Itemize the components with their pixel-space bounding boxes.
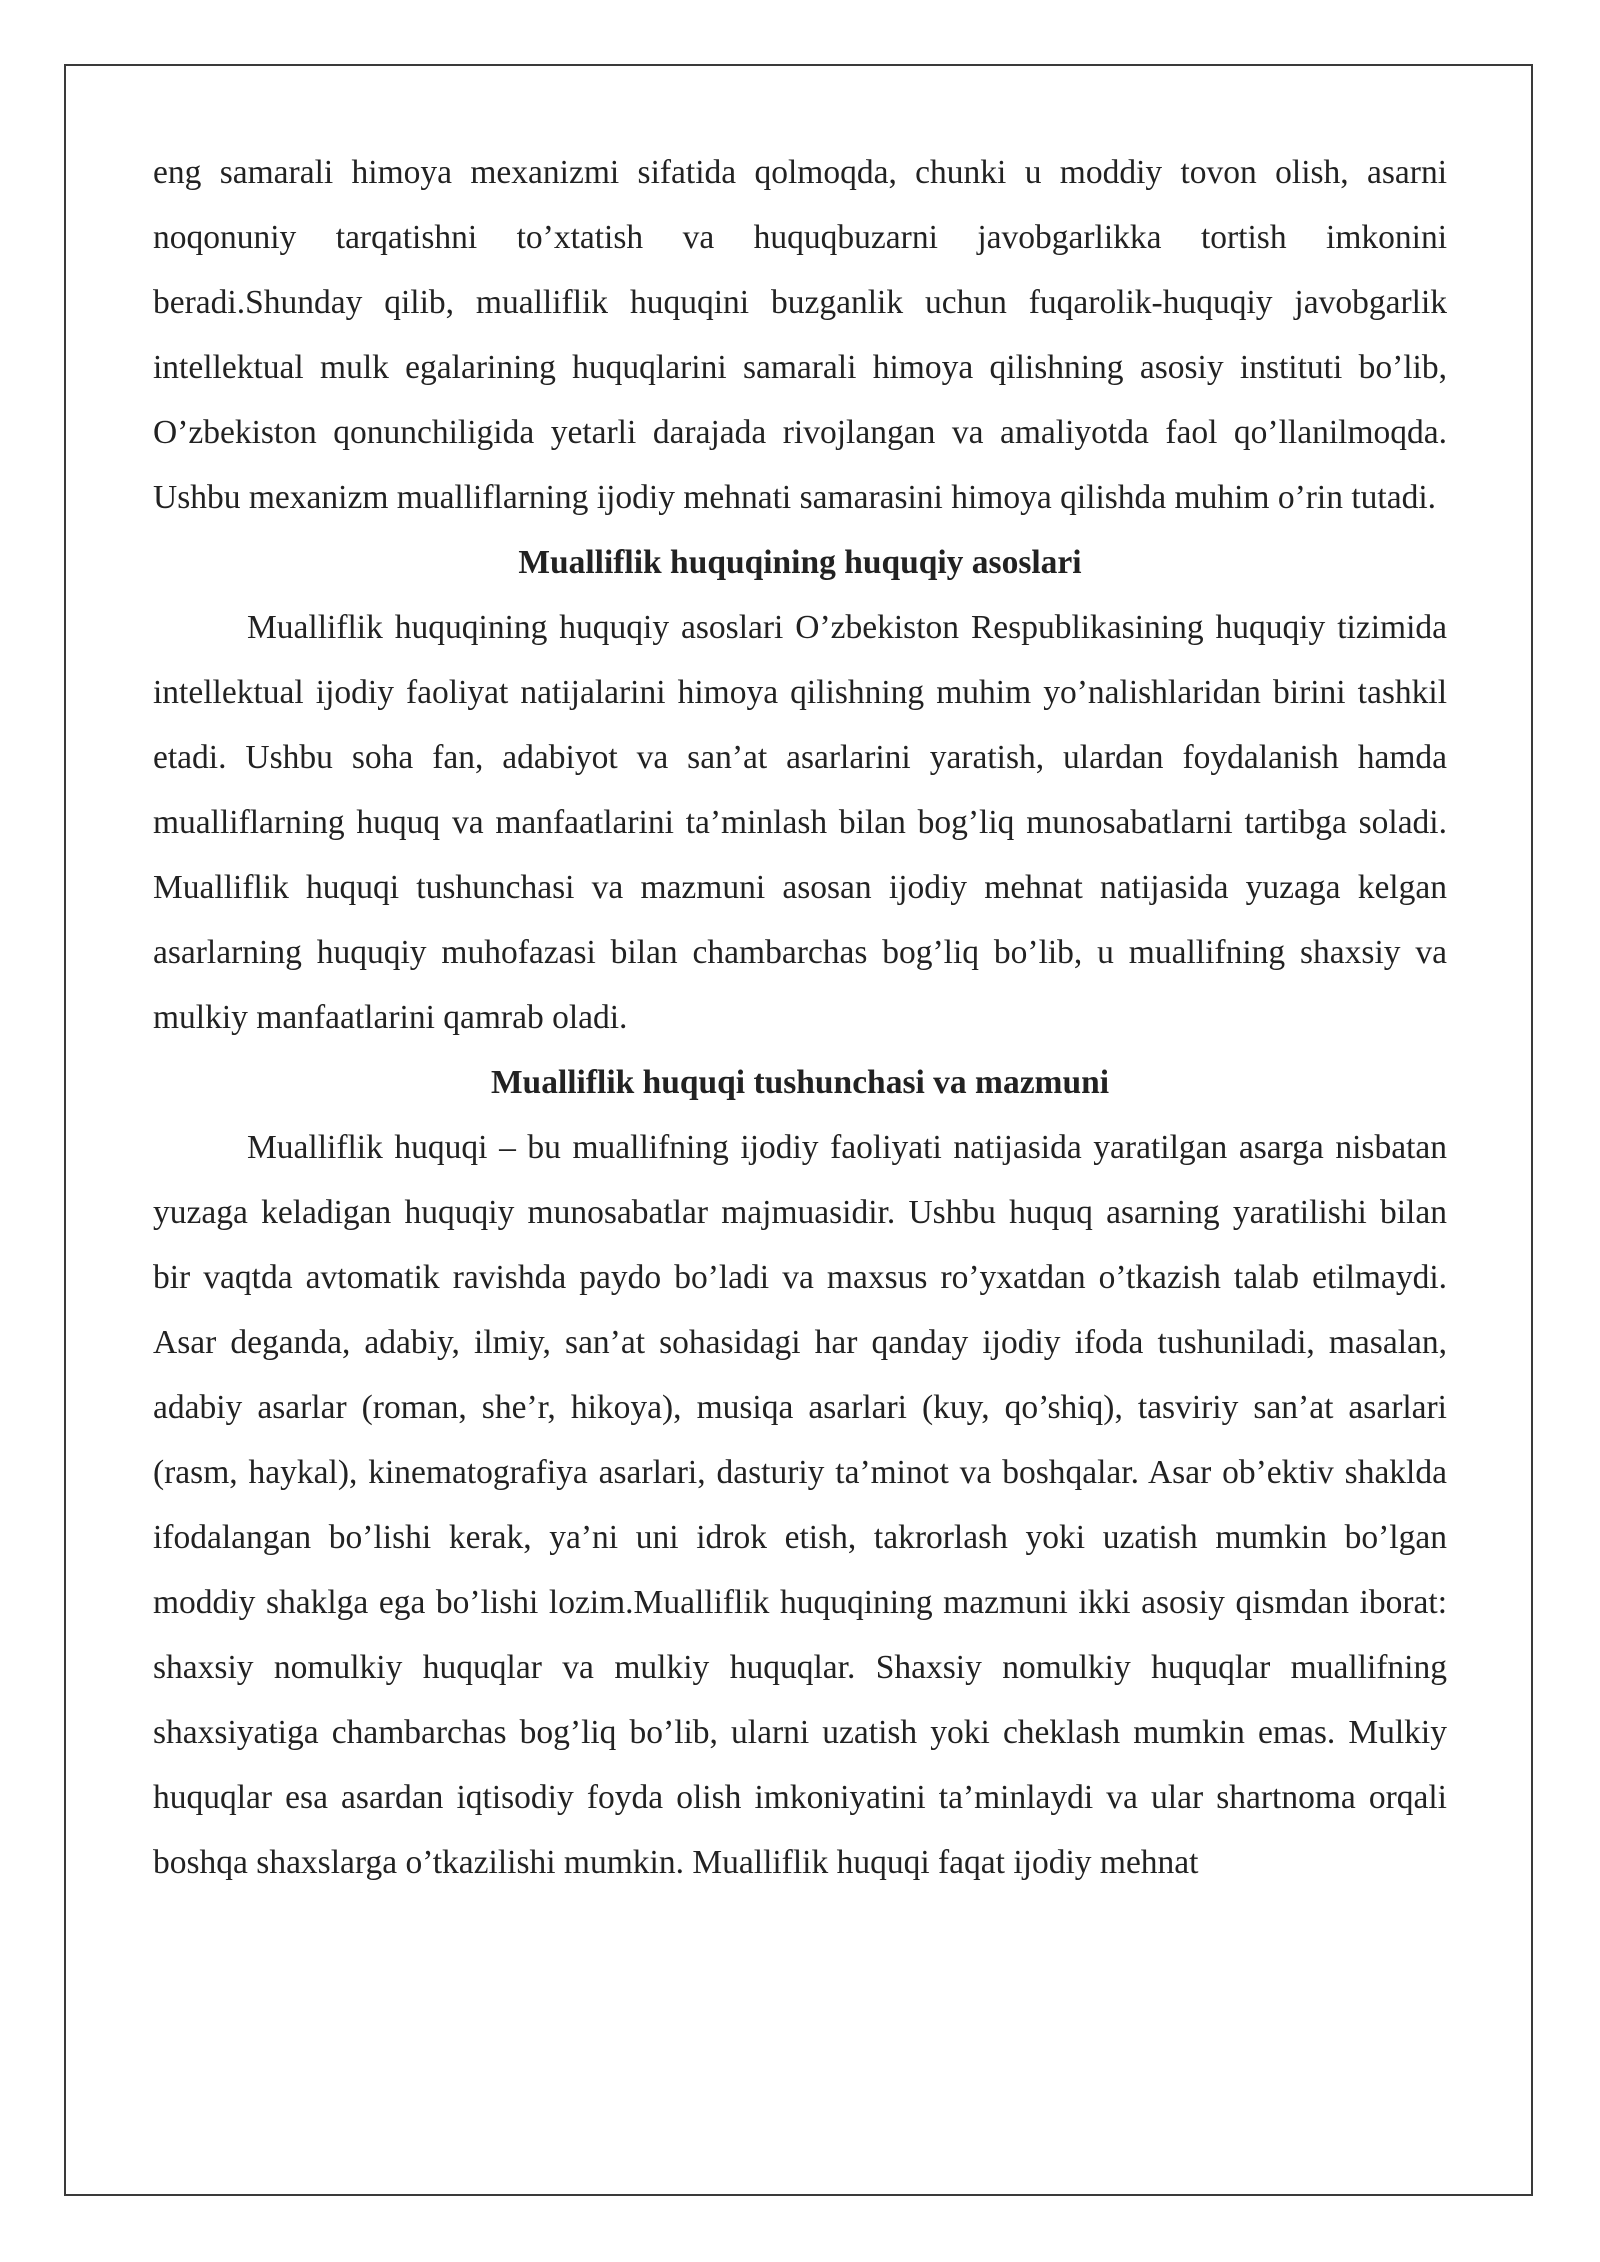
section-heading-legal-foundations: Mualliflik huquqining huquqiy asoslari [518,544,1082,581]
paragraph-concept-content: Mualliflik huquqi – bu muallifning ijodiy faoliyati natijasida yaratilgan asarga nisbatan yuzaga keladigan huquqiy munosabatlar majmuasidir. Ushbu huquq asarning yaratilishi bilan bir vaqtda avtomatik ravishda paydo bo’ladi va maxsus ro’yxatdan o’tkazish talab etilmaydi. Asar deganda, adabiy, ilmiy, san’at sohasidagi har qanday ijodiy ifoda tushuniladi, masalan, adabiy asarlar (roman, she’r, hikoya), musiqa asarlari (kuy, qo’shiq), tasviriy san’at asarlari (rasm, haykal), kinematografiya asarlari, dasturiy ta’minot va boshqalar. Asar ob’ektiv shaklda ifodalangan bo’lishi kerak, ya’ni uni idrok etish, takrorlash yoki uzatish mumkin bo’lgan moddiy shaklga ega bo’lishi lozim.Mualliflik huquqining mazmuni ikki asosiy qismdan iborat: shaxsiy nomulkiy huquqlar va mulkiy huquqlar. Shaxsiy nomulkiy huquqlar muallifning shaxsiyatiga chambarchas bog’liq bo’lib, ularni uzatish yoki cheklash mumkin emas. Mulkiy huquqlar esa asardan iqtisodiy foyda olish imkoniyatini ta’minlaydi va ular shartnoma orqali boshqa shaxslarga o’tkazilishi mumkin. Mualliflik huquqi faqat ijodiy mehnat [153,1129,1447,1881]
section-heading-concept-content: Mualliflik huquqi tushunchasi va mazmuni [490,1064,1110,1101]
document-body [153,140,1447,1895]
paragraph-legal-foundations: Mualliflik huquqining huquqiy asoslari O’zbekiston Respublikasining huquqiy tizimida intellektual ijodiy faoliyat natijalarini himoya qilishning muhim yo’nalishlaridan birini tashkil etadi. Ushbu soha fan, adabiyot va san’at asarlarini yaratish, ulardan foydalanish hamda mualliflarning huquq va manfaatlarini ta’minlash bilan bog’liq munosabatlarni tartibga soladi. Mualliflik huquqi tushunchasi va mazmuni asosan ijodiy mehnat natijasida yuzaga kelgan asarlarning huquqiy muhofazasi bilan chambarchas bog’liq bo’lib, u muallifning shaxsiy va mulkiy manfaatlarini qamrab oladi. [153,609,1447,1036]
paragraph-intro: eng samarali himoya mexanizmi sifatida qolmoqda, chunki u moddiy tovon olish, asarni noqonuniy tarqatishni to’xtatish va huquqbuzarni javobgarlikka tortish imkonini beradi.Shunday qilib, mualliflik huquqini buzganlik uchun fuqarolik-huquqiy javobgarlik intellektual mulk egalarining huquqlarini samarali himoya qilishning asosiy instituti bo’lib, O’zbekiston qonunchiligida yetarli darajada rivojlangan va amaliyotda faol qo’llanilmoqda. Ushbu mexanizm mualliflarning ijodiy mehnati samarasini himoya qilishda muhim o’rin tutadi. [153,154,1447,516]
